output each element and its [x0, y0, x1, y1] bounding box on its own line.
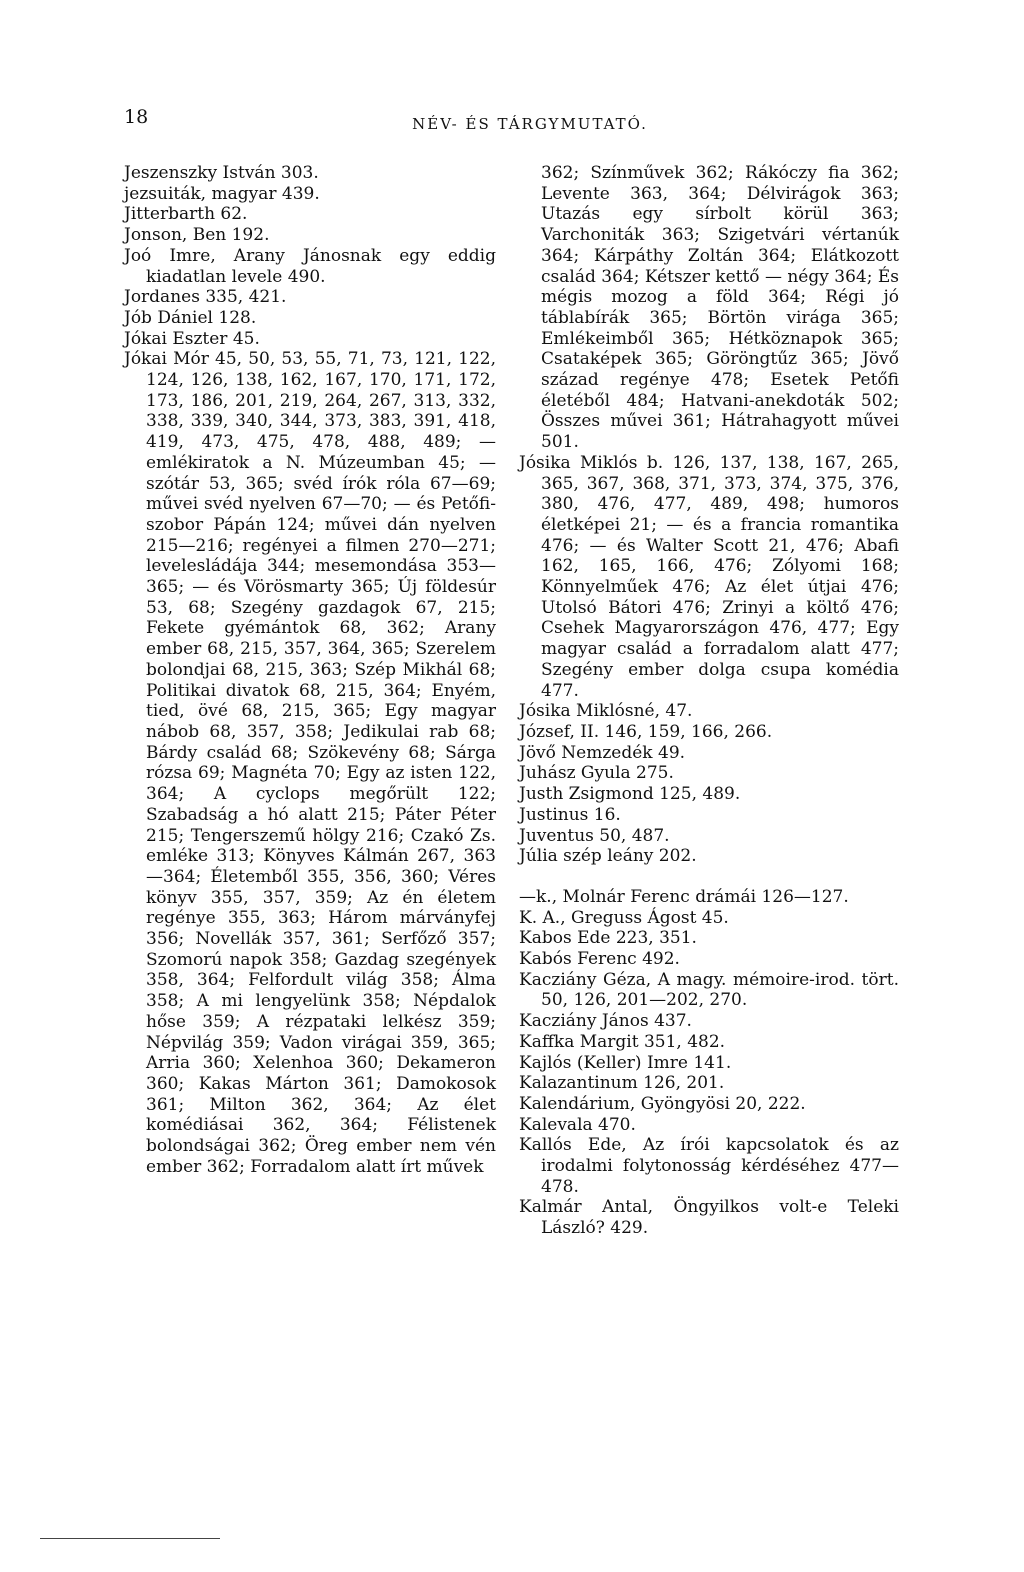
index-entry: Kaffka Margit 351, 482. — [519, 1031, 726, 1052]
index-entry: Kalevala 470. — [519, 1114, 636, 1135]
footnote-rule — [40, 1538, 220, 1539]
running-title: NÉV- ÉS TÁRGYMUTATÓ. — [412, 115, 648, 133]
index-entry: Jób Dániel 128. — [124, 307, 257, 328]
index-entry: Kacziány Géza, A magy. mémoire-irod. tört. 50, 126, 201—202, 270. — [519, 969, 899, 1011]
index-entry: Jövő Nemzedék 49. — [519, 742, 686, 763]
index-entry-continued: 362; Színművek 362; Rákóczy fia 362; Levente 363, 364; Délvirágok 363; Utazás egy sírbolt körül 363; Varchoniták 363; Szigetvári vértanúk 364; Kárpáthy Zoltán 364; Elátkozott család 364; Kétszer kettő — négy 364; És mégis mozog a föld 364; Régi jó táblabírák 365; Börtön virága 365; Emlékeimből 365; Hétköznapok 365; Csataképek 365; Göröngtűz 365; Jövő század regénye 478; Esetek Petőfi életéből 484; Hatvani-anekdoták 502; Összes művei 361; Hátrahagyott művei 501. — [541, 163, 899, 453]
index-entry: Kallós Ede, Az írói kapcsolatok és az irodalmi folytonosság kérdéséhez 477—478. — [519, 1135, 899, 1197]
index-entry: Juventus 50, 487. — [519, 825, 670, 846]
index-entry: —k., Molnár Ferenc drámái 126—127. — [519, 886, 849, 907]
index-column-right — [519, 163, 899, 1239]
index-entry: Juhász Gyula 275. — [519, 763, 674, 784]
index-column-left — [124, 163, 496, 1177]
index-entry: Justinus 16. — [519, 804, 621, 825]
index-entry: Kalmár Antal, Öngyilkos volt-e Teleki László? 429. — [519, 1197, 899, 1239]
index-entry: Kalazantinum 126, 201. — [519, 1073, 725, 1094]
index-entry: Jósika Miklós b. 126, 137, 138, 167, 265, 365, 367, 368, 371, 373, 374, 375, 376, 380, 476, 477, 489, 498; humoros életképei 21; — és a francia romantika 476; — és Walter Scott 21, 476; Abafi 162, 165, 166, 476; Zólyomi 168; Könnyelműek 476; Az élet útjai 476; Utolsó Bátori 476; Zrinyi a költő 476; Csehek Magyarországon 476, 477; Egy magyar család a forradalom alatt 477; Szegény ember dolga csupa komédia 477. — [519, 452, 899, 701]
index-entry: Kalendárium, Gyöngyösi 20, 222. — [519, 1093, 806, 1114]
index-entry: Jitterbarth 62. — [124, 204, 248, 225]
index-entry: Júlia szép leány 202. — [519, 846, 697, 867]
index-entry: Joó Imre, Arany Jánosnak egy eddig kiadatlan levele 490. — [124, 245, 496, 287]
index-entry: Jókai Eszter 45. — [124, 328, 260, 349]
index-entry: Kabós Ferenc 492. — [519, 949, 680, 970]
index-entry: Justh Zsigmond 125, 489. — [519, 784, 741, 805]
index-entry: Jordanes 335, 421. — [124, 287, 287, 308]
index-entry: Jonson, Ben 192. — [124, 225, 270, 246]
index-entry: Jósika Miklósné, 47. — [519, 701, 693, 722]
page-number: 18 — [124, 106, 149, 128]
index-entry: Jeszenszky István 303. — [124, 163, 319, 183]
index-entry: Kabos Ede 223, 351. — [519, 928, 697, 949]
index-entry: József, II. 146, 159, 166, 266. — [519, 721, 773, 742]
index-entry: Kajlós (Keller) Imre 141. — [519, 1052, 732, 1073]
index-entry: Kacziány János 437. — [519, 1011, 692, 1032]
index-entry: Jókai Mór 45, 50, 53, 55, 71, 73, 121, 122, 124, 126, 138, 162, 167, 170, 171, 172, 173, 186, 201, 219, 264, 267, 313, 332, 338, 339, 340, 344, 373, 383, 391, 418, 419, 473, 475, 478, 488, 489; — emlékiratok a N. Múzeumban 45; — szótár 53, 365; svéd írók róla 67—69; művei svéd nyelven 67—70; — és Petőfi-szobor Pápán 124; művei dán nyelven 215—216; regényei a filmen 270—271; levelesládája 344; mesemondása 353—365; — és Vörösmarty 365; Új földesúr 53, 68; Szegény gazdagok 67, 215; Fekete gyémántok 68, 362; Arany ember 68, 215, 357, 364, 365; Szerelem bolondjai 68, 215, 363; Szép Mikhál 68; Politikai divatok 68, 215, 364; Enyém, tied, övé 68, 215, 365; Egy magyar nábob 68, 357, 358; Jedikulai rab 68; Bárdy család 68; Szökevény 68; Sárga rózsa 69; Magnéta 70; Egy az isten 122, 364; A cyclops megőrült 122; Szabadság a hó alatt 215; Páter Péter 215; Tengerszemű hölgy 216; Czakó Zs. emléke 313; Könyves Kálmán 267, 363—364; Életemből 355, 356, 360; Véres könyv 355, 357, 359; Az én életem regénye 355, 363; Három márványfej 356; Novellák 357, 361; Serfőző 357; Szomorú napok 358; Gazdag szegények 358, 364; Felfordult világ 358; Álma 358; A mi lengyelünk 358; Népdalok hőse 359; A rézpataki lelkész 359; Népvilág 359; Vadon virágai 359, 365; Arria 360; Xelenhoa 360; Dekameron 360; Kakas Márton 361; Damokosok 361; Milton 362, 364; Az élet komédiásai 362, 364; Félistenek bolondságai 362; Öreg ember nem vén ember 362; Forradalom alatt írt művek — [124, 349, 496, 1177]
index-entry: K. A., Greguss Ágost 45. — [519, 907, 729, 928]
index-entry: jezsuiták, magyar 439. — [124, 183, 320, 204]
